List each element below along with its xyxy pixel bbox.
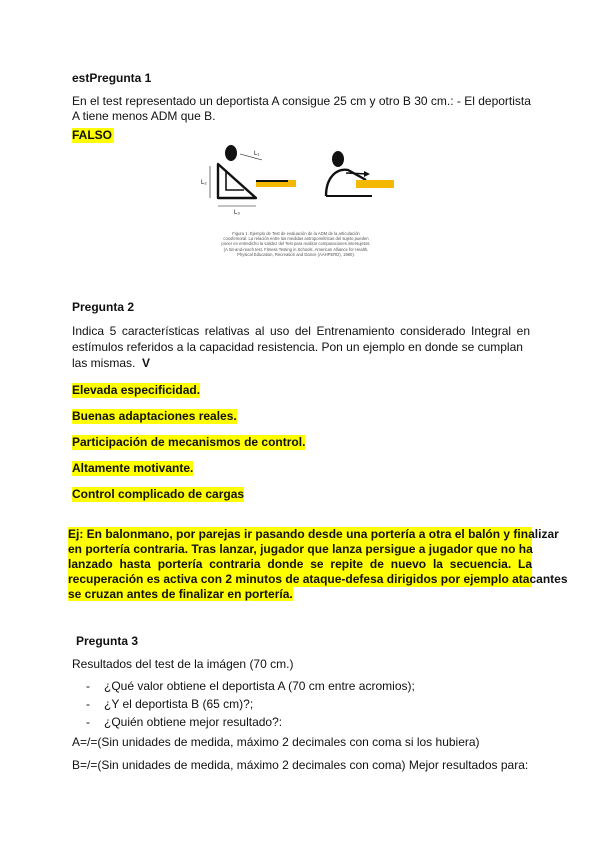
q2-item-5: Control complicado de cargas: [72, 487, 245, 501]
figure-caption: Figura 1. Ejemplo de Test de evaluación de la ADM de la articulación coxofemoral. La relación entre las medidas antropométricas del sujeto pueden poner en entredicho la validez del Test para realizar comparaciones intersujetos. (A Sit-and-reach test. Fitness Testing in Schools. American Alliance for Health, Physical Education, Recreation and Dance (AAHPERD), 1980).: [221, 231, 371, 257]
list-item: - ¿Y el deportista B (65 cm)?;: [86, 697, 254, 711]
q2-example: [68, 527, 568, 602]
athlete-a-head-icon: [225, 145, 237, 161]
q2-title: Pregunta 2: [72, 300, 135, 314]
measure-box-b: [356, 180, 394, 188]
q1-answer: FALSO: [72, 128, 113, 142]
q2-item-2: Buenas adaptaciones reales.: [72, 409, 237, 423]
q2-text-line2: estímulos referidos a la capacidad resistencia. Pon un ejemplo en donde se cumplan: [72, 340, 523, 354]
arrow-icon: [364, 171, 370, 177]
q2-item-3: Participación de mecanismos de control.: [72, 435, 306, 449]
label-l1: L₁: [254, 151, 260, 157]
q2-item-1: Elevada especificidad.: [72, 383, 201, 397]
q1-title: estPregunta 1: [72, 71, 152, 85]
q3-title: Pregunta 3: [76, 634, 139, 648]
label-l2: L₂: [201, 180, 207, 186]
q1-text-line1: En el test representado un deportista A consigue 25 cm y otro B 30 cm.: - El deportista: [72, 94, 531, 108]
sit-and-reach-diagram: [196, 140, 396, 224]
q2-item-4: Altamente motivante.: [72, 461, 194, 475]
q1-figure: [196, 140, 396, 264]
label-l3: L₃: [234, 210, 240, 216]
q2-text-line3: las mismas. V: [72, 356, 151, 370]
example-line-5: se cruzan antes de finalizar en portería.: [68, 587, 293, 601]
q2-mark: V: [142, 356, 151, 370]
list-item: - ¿Qué valor obtiene el deportista A (70 cm entre acromios);: [86, 679, 415, 693]
q1-text-line2: A tiene menos ADM que B.: [72, 109, 216, 123]
example-line-4: recuperación es activa con 2 minutos de ataque-defesa dirigidos por ejemplo atacantes: [68, 572, 568, 586]
q3-intro: Resultados del test de la imágen (70 cm.): [72, 657, 294, 671]
example-line-1: Ej: En balonmano, por parejas ir pasando desde una portería a otra el balón y finalizar: [68, 527, 559, 541]
athlete-b-head-icon: [332, 151, 344, 167]
list-item: - ¿Quién obtiene mejor resultado?:: [86, 715, 283, 729]
q2-text-line1: Indica 5 características relativas al uso del Entrenamiento considerado Integral en: [72, 324, 530, 338]
q3-bullet-list: [86, 679, 415, 733]
athlete-a-trunk-icon: [218, 164, 256, 198]
example-line-2: en portería contraria. Tras lanzar, jugador que lanza persigue a jugador que no ha: [68, 542, 533, 556]
q3-line-a: A=/=(Sin unidades de medida, máximo 2 decimales con coma si los hubiera): [72, 735, 480, 749]
q3-line-b: B=/=(Sin unidades de medida, máximo 2 decimales con coma) Mejor resultados para:: [72, 758, 529, 772]
example-line-3: lanzado hasta portería contraria donde se repite de nuevo la secuencia. La: [68, 557, 532, 571]
